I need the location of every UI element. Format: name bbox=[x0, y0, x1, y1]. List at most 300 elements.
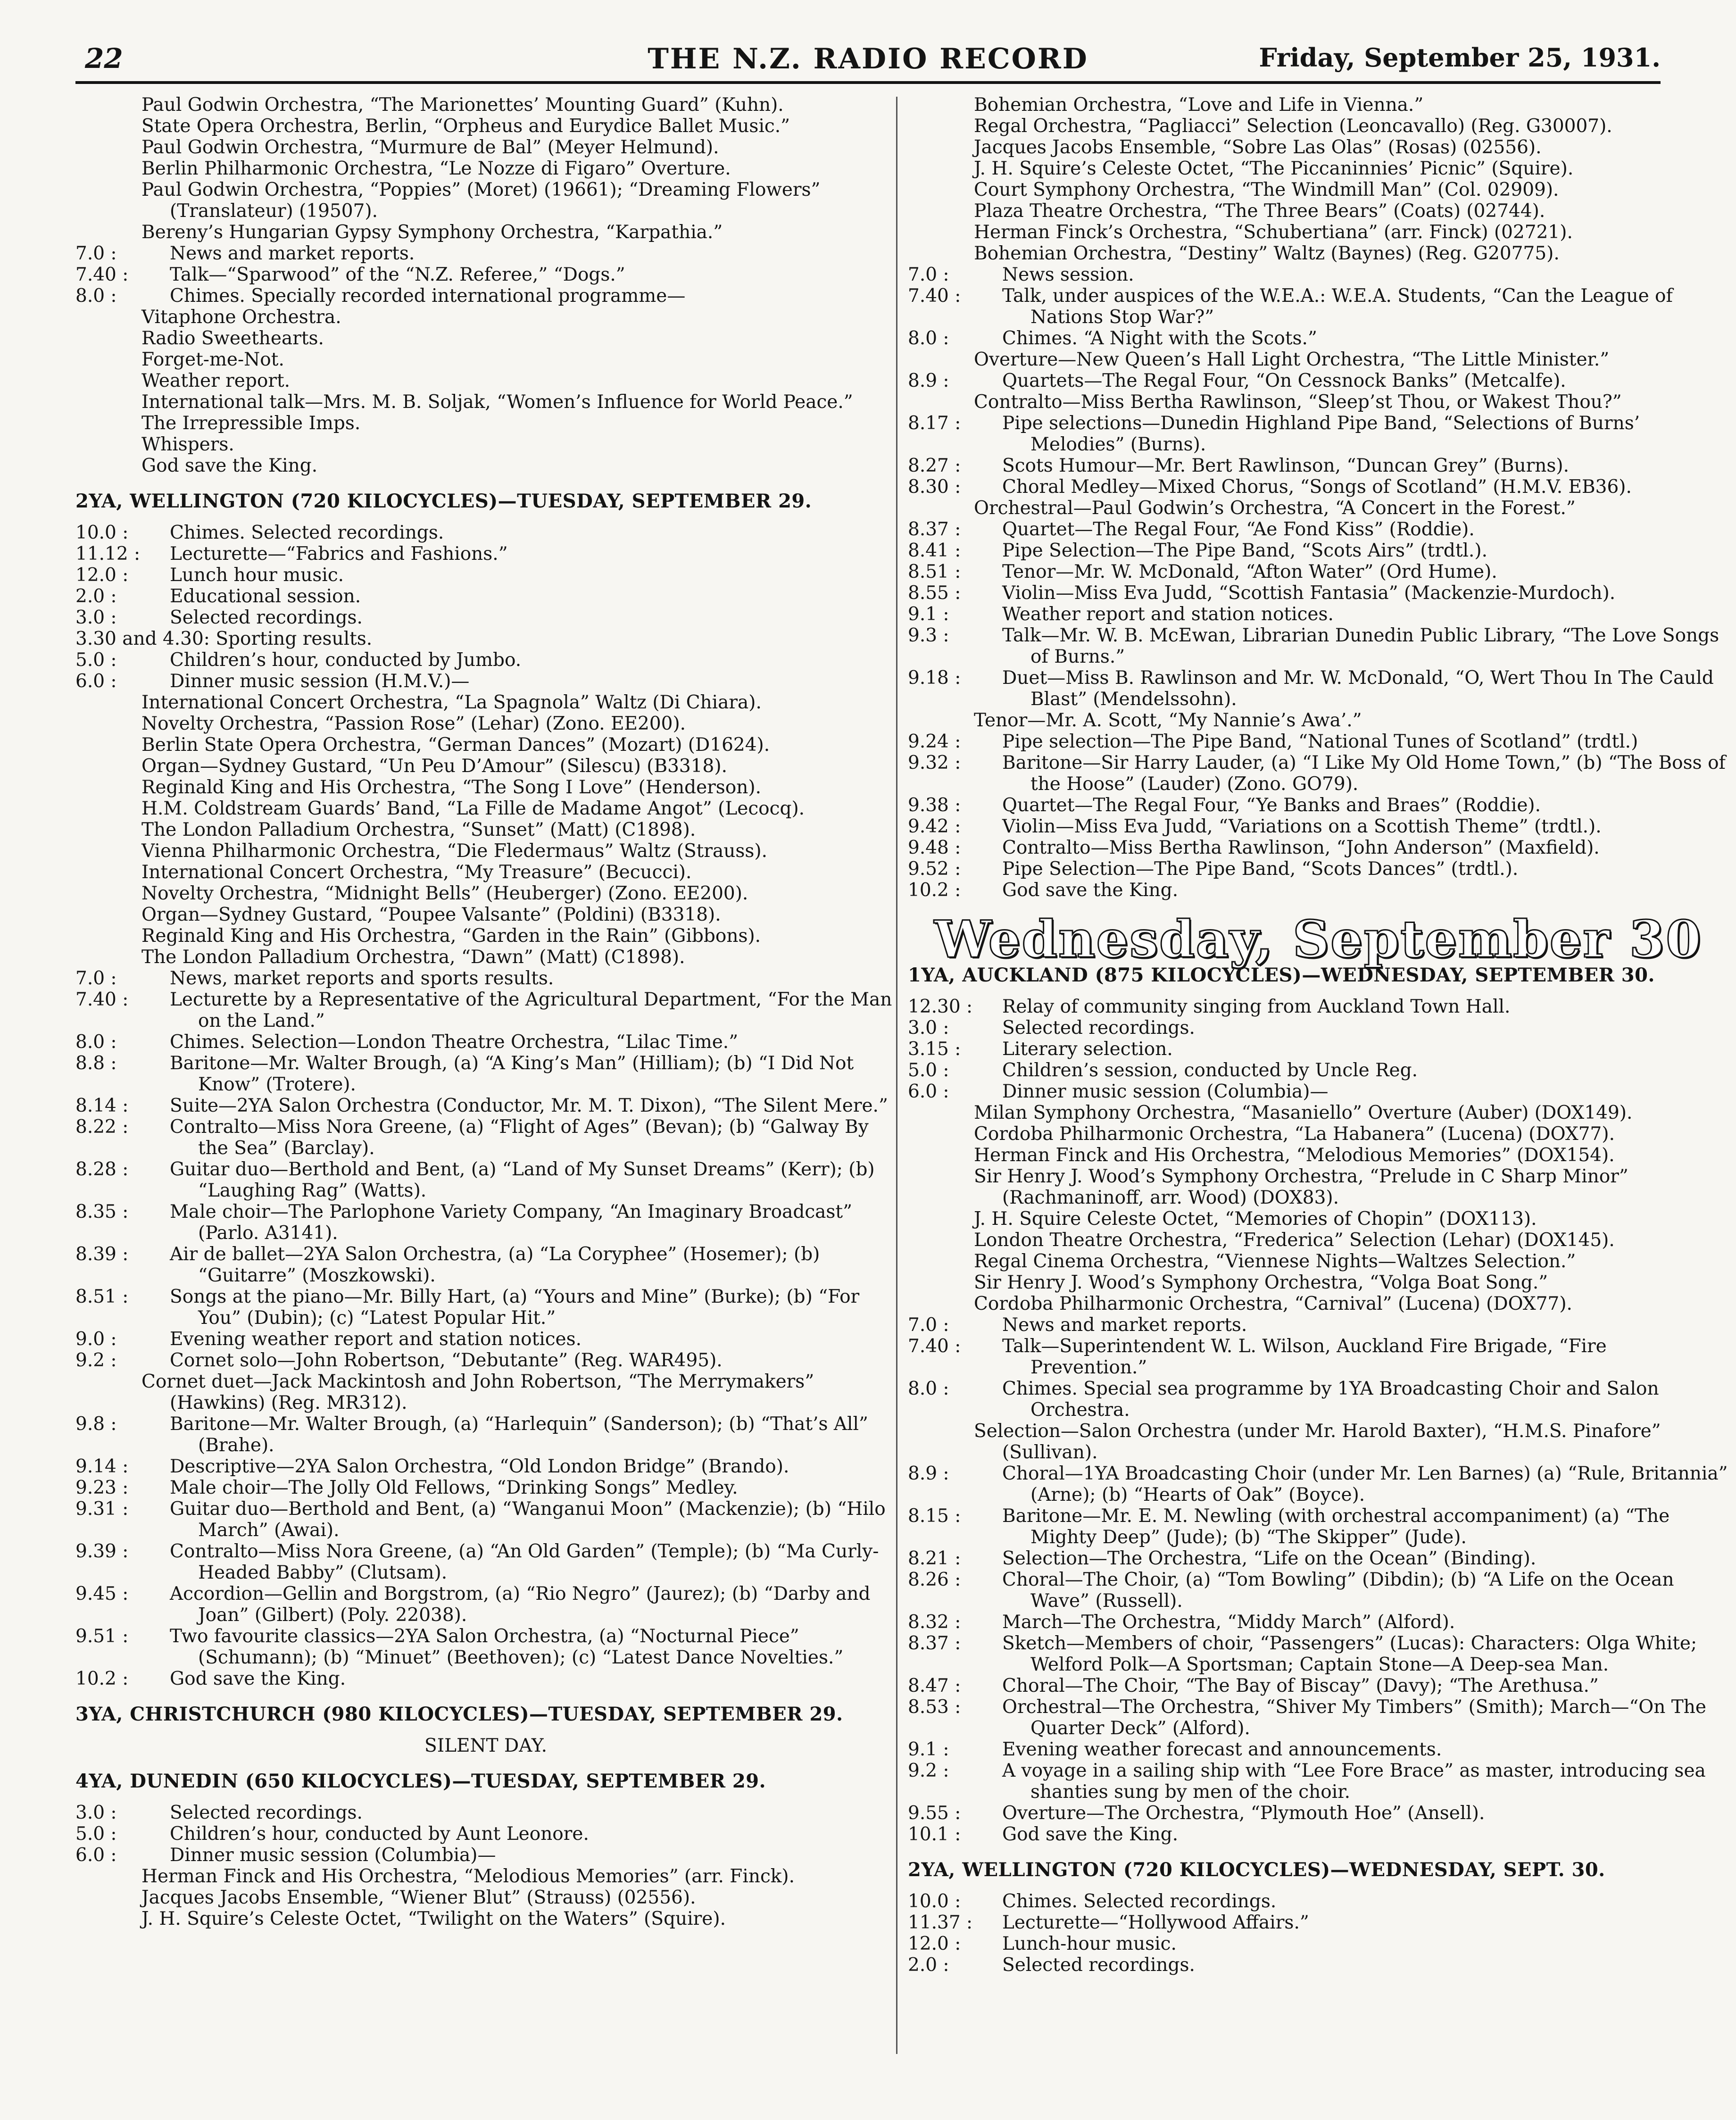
entry-text: Talk, under auspices of the W.E.A.: W.E.A. Students, “Can the League of Nations Stop War?” bbox=[1002, 285, 1673, 328]
entry-time: 9.2 : bbox=[75, 1350, 117, 1371]
entry-text: Talk—“Sparwood” of the “N.Z. Referee,” “Dogs.” bbox=[170, 264, 625, 285]
programme-entry bbox=[75, 798, 896, 819]
entry-time: 8.15 : bbox=[908, 1505, 961, 1527]
entry-text: Herman Finck and His Orchestra, “Melodious Memories” (arr. Finck). bbox=[141, 1866, 795, 1887]
entry-time: 8.51 : bbox=[75, 1286, 129, 1307]
entry-text: News and market reports. bbox=[170, 243, 415, 264]
entry-text: Dinner music session (Columbia)— bbox=[1002, 1081, 1329, 1102]
programme-entry bbox=[908, 1933, 1728, 1954]
entry-time: 8.37 : bbox=[908, 1633, 961, 1654]
entry-time: 9.1 : bbox=[908, 604, 949, 625]
entry-text: Pipe selection—The Pipe Band, “National Tunes of Scotland” (trdtl.) bbox=[1002, 731, 1638, 752]
programme-entry bbox=[75, 989, 896, 1031]
programme-entry bbox=[908, 1123, 1728, 1145]
programme-entry bbox=[908, 996, 1728, 1017]
programme-entry bbox=[75, 734, 896, 756]
entry-text: The London Palladium Orchestra, “Sunset” (Matt) (C1898). bbox=[141, 819, 696, 840]
entry-text: Orchestral—The Orchestra, “Shiver My Timbers” (Smith); March—“On The Quarter Deck” (Alford). bbox=[1002, 1696, 1706, 1739]
entry-text: Orchestral—Paul Godwin’s Orchestra, “A Concert in the Forest.” bbox=[974, 498, 1576, 519]
programme-entry bbox=[75, 116, 896, 137]
programme-entry bbox=[75, 904, 896, 925]
entry-time: 2.0 : bbox=[75, 586, 117, 607]
entry-text: Regal Orchestra, “Pagliacci” Selection (Leoncavallo) (Reg. G30007). bbox=[974, 116, 1612, 137]
entry-text: Baritone—Mr. Walter Brough, (a) “Harlequin” (Sanderson); (b) “That’s All” (Brahe). bbox=[170, 1413, 868, 1456]
programme-entry bbox=[75, 543, 896, 565]
entry-text: 3.30 and 4.30: Sporting results. bbox=[75, 628, 373, 649]
entry-time: 7.0 : bbox=[908, 1314, 949, 1336]
entry-text: Tenor—Mr. W. McDonald, “Afton Water” (Ord Hume). bbox=[1002, 561, 1497, 582]
programme-entry bbox=[75, 968, 896, 989]
entry-text: Choral—The Choir, (a) “Tom Bowling” (Dibdin); (b) “A Life on the Ocean Wave” (Russell). bbox=[1002, 1569, 1674, 1612]
programme-entry bbox=[908, 1378, 1728, 1421]
entry-time: 12.0 : bbox=[908, 1933, 961, 1954]
programme-entry bbox=[908, 1017, 1728, 1039]
entry-text: H.M. Coldstream Guards’ Band, “La Fille de Madame Angot” (Lecocq). bbox=[141, 798, 805, 819]
entry-text: Children’s session, conducted by Uncle Reg. bbox=[1002, 1060, 1418, 1081]
entry-text: Selected recordings. bbox=[170, 1802, 363, 1823]
programme-entry bbox=[908, 1230, 1728, 1251]
programme-entry bbox=[908, 561, 1728, 582]
entry-text: Organ—Sydney Gustard, “Un Peu D’Amour” (Silescu) (B3318). bbox=[141, 756, 727, 777]
programme-entry bbox=[908, 837, 1728, 858]
entry-text: Lecturette—“Hollywood Affairs.” bbox=[1002, 1912, 1309, 1933]
entry-time: 8.0 : bbox=[75, 285, 117, 307]
entry-time: 5.0 : bbox=[75, 1823, 117, 1845]
day-heading: Wednesday, September 30 bbox=[934, 910, 1702, 969]
programme-entry bbox=[908, 158, 1728, 179]
entry-text: Literary selection. bbox=[1002, 1039, 1173, 1060]
entry-time: 8.21 : bbox=[908, 1548, 961, 1569]
entry-time: 8.27 : bbox=[908, 455, 961, 476]
programme-entry bbox=[908, 1675, 1728, 1696]
programme-entry bbox=[908, 243, 1728, 264]
programme-entry bbox=[75, 222, 896, 243]
entry-time: 7.40 : bbox=[75, 264, 129, 285]
programme-entry bbox=[75, 349, 896, 370]
entry-text: Choral—The Choir, “The Bay of Biscay” (Davy); “The Arethusa.” bbox=[1002, 1675, 1599, 1696]
column-divider bbox=[896, 97, 897, 2054]
programme-entry bbox=[75, 1477, 896, 1498]
entry-text: God save the King. bbox=[1002, 1824, 1179, 1845]
entry-text: J. H. Squire’s Celeste Octet, “Twilight on the Waters” (Squire). bbox=[141, 1908, 726, 1929]
programme-entry bbox=[75, 1887, 896, 1908]
entry-text: Male choir—The Jolly Old Fellows, “Drinking Songs” Medley. bbox=[170, 1477, 738, 1498]
programme-entry bbox=[75, 307, 896, 328]
entry-time: 8.39 : bbox=[75, 1244, 129, 1265]
entry-time: 7.0 : bbox=[75, 968, 117, 989]
programme-entry bbox=[75, 1201, 896, 1244]
programme-entry bbox=[908, 1633, 1728, 1675]
programme-entry bbox=[75, 1498, 896, 1541]
programme-entry bbox=[75, 1095, 896, 1116]
entry-time: 8.0 : bbox=[908, 1378, 949, 1399]
programme-entry bbox=[908, 1696, 1728, 1739]
programme-entry bbox=[75, 862, 896, 883]
entry-time: 9.48 : bbox=[908, 837, 961, 858]
entry-text: March—The Orchestra, “Middy March” (Alford). bbox=[1002, 1612, 1455, 1633]
entry-text: Baritone—Mr. E. M. Newling (with orchestral accompaniment) (a) “The Mighty Deep” (Jude); (b) “The Skipper” (Jude). bbox=[1002, 1505, 1670, 1548]
programme-entry bbox=[75, 522, 896, 543]
programme-entry bbox=[75, 777, 896, 798]
entry-time: 8.35 : bbox=[75, 1201, 129, 1222]
entry-text: A voyage in a sailing ship with “Lee Fore Brace” as master, introducing sea shanties sung by men of the choir. bbox=[1002, 1760, 1706, 1803]
entry-time: 9.14 : bbox=[75, 1456, 129, 1477]
programme-entry bbox=[908, 731, 1728, 752]
entry-text: London Theatre Orchestra, “Frederica” Selection (Lehar) (DOX145). bbox=[974, 1230, 1615, 1251]
entry-time: 9.0 : bbox=[75, 1329, 117, 1350]
programme-entry bbox=[75, 586, 896, 607]
entry-text: Sir Henry J. Wood’s Symphony Orchestra, “Prelude in C Sharp Minor” (Rachmaninoff, arr. Wood) (DOX83). bbox=[974, 1166, 1628, 1208]
entry-time: 9.51 : bbox=[75, 1626, 129, 1647]
programme-entry bbox=[908, 625, 1728, 667]
programme-entry bbox=[908, 179, 1728, 200]
entry-text: The Irrepressible Imps. bbox=[141, 413, 361, 434]
entry-text: Suite—2YA Salon Orchestra (Conductor, Mr. M. T. Dixon), “The Silent Mere.” bbox=[170, 1095, 888, 1116]
entry-text: State Opera Orchestra, Berlin, “Orpheus and Eurydice Ballet Music.” bbox=[141, 116, 790, 137]
entry-text: Berlin State Opera Orchestra, “German Dances” (Mozart) (D1624). bbox=[141, 734, 770, 756]
entry-text: Court Symphony Orchestra, “The Windmill Man” (Col. 02909). bbox=[974, 179, 1559, 200]
entry-time: 10.0 : bbox=[908, 1891, 961, 1912]
issue-date: Friday, September 25, 1931. bbox=[1259, 42, 1661, 73]
entry-text: International talk—Mrs. M. B. Soljak, “Women’s Influence for World Peace.” bbox=[141, 391, 853, 413]
station-heading: 2YA, WELLINGTON (720 KILOCYCLES)—TUESDAY, SEPTEMBER 29. bbox=[75, 490, 812, 512]
programme-entry bbox=[75, 1541, 896, 1583]
entry-time: 8.28 : bbox=[75, 1159, 129, 1180]
programme-entry bbox=[75, 671, 896, 692]
programme-entry bbox=[75, 565, 896, 586]
programme-entry bbox=[75, 840, 896, 862]
programme-entry bbox=[75, 434, 896, 455]
page-number: 22 bbox=[85, 42, 123, 75]
entry-text: Accordion—Gellin and Borgstrom, (a) “Rio Negro” (Jaurez); (b) “Darby and Joan” (Gilbert) (Poly. 22038). bbox=[170, 1583, 871, 1626]
entry-time: 9.1 : bbox=[908, 1739, 949, 1760]
entry-text: Herman Finck’s Orchestra, “Schubertiana” (arr. Finck) (02721). bbox=[974, 222, 1573, 243]
entry-text: Talk—Mr. W. B. McEwan, Librarian Dunedin Public Library, “The Love Songs of Burns.” bbox=[1002, 625, 1719, 667]
programme-entry bbox=[908, 264, 1728, 285]
programme-entry bbox=[908, 1039, 1728, 1060]
programme-entry bbox=[908, 137, 1728, 158]
entry-text: Evening weather report and station notices. bbox=[170, 1329, 582, 1350]
programme-entry bbox=[75, 756, 896, 777]
entry-text: Whispers. bbox=[141, 434, 234, 455]
programme-entry bbox=[75, 1244, 896, 1286]
programme-entry bbox=[908, 1336, 1728, 1378]
entry-text: Dinner music session (H.M.V.)— bbox=[170, 671, 470, 692]
entry-time: 8.55 : bbox=[908, 582, 961, 604]
entry-text: Educational session. bbox=[170, 586, 361, 607]
programme-entry bbox=[75, 1350, 896, 1371]
entry-text: Lunch-hour music. bbox=[1002, 1933, 1177, 1954]
entry-text: Weather report and station notices. bbox=[1002, 604, 1334, 625]
programme-entry bbox=[75, 94, 896, 116]
programme-entry bbox=[908, 710, 1728, 731]
entry-time: 7.40 : bbox=[908, 1336, 961, 1357]
programme-entry bbox=[75, 692, 896, 713]
programme-entry bbox=[908, 1803, 1728, 1824]
programme-entry bbox=[908, 200, 1728, 222]
entry-time: 7.0 : bbox=[908, 264, 949, 285]
programme-entry bbox=[908, 1824, 1728, 1845]
entry-text: Lecturette by a Representative of the Agricultural Department, “For the Man on the Land.” bbox=[170, 989, 892, 1031]
programme-entry bbox=[908, 1569, 1728, 1612]
entry-text: Violin—Miss Eva Judd, “Variations on a Scottish Theme” (trdtl.). bbox=[1002, 816, 1602, 837]
entry-text: Berlin Philharmonic Orchestra, “Le Nozze di Figaro” Overture. bbox=[141, 158, 731, 179]
entry-text: News, market reports and sports results. bbox=[170, 968, 554, 989]
programme-entry bbox=[75, 883, 896, 904]
programme-entry bbox=[75, 1031, 896, 1053]
programme-entry bbox=[75, 413, 896, 434]
entry-text: Scots Humour—Mr. Bert Rawlinson, “Duncan Grey” (Burns). bbox=[1002, 455, 1570, 476]
programme-entry bbox=[908, 1293, 1728, 1314]
programme-entry bbox=[75, 713, 896, 734]
entry-text: Duet—Miss B. Rawlinson and Mr. W. McDonald, “O, Wert Thou In The Cauld Blast” (Mendelssohn). bbox=[1002, 667, 1714, 710]
station-heading: 4YA, DUNEDIN (650 KILOCYCLES)—TUESDAY, SEPTEMBER 29. bbox=[75, 1770, 766, 1792]
entry-time: 12.0 : bbox=[75, 565, 129, 586]
entry-text: Selected recordings. bbox=[1002, 1954, 1195, 1976]
entry-text: Baritone—Mr. Walter Brough, (a) “A King’s Man” (Hilliam); (b) “I Did Not Know” (Trotere). bbox=[170, 1053, 854, 1095]
entry-text: Selection—The Orchestra, “Life on the Ocean” (Binding). bbox=[1002, 1548, 1537, 1569]
entry-time: 12.30 : bbox=[908, 996, 973, 1017]
entry-time: 9.23 : bbox=[75, 1477, 129, 1498]
entry-time: 9.2 : bbox=[908, 1760, 949, 1781]
entry-text: Cordoba Philharmonic Orchestra, “Carnival” (Lucena) (DOX77). bbox=[974, 1293, 1572, 1314]
masthead bbox=[75, 38, 1661, 80]
entry-text: Pipe selections—Dunedin Highland Pipe Band, “Selections of Burns’ Melodies” (Burns). bbox=[1002, 413, 1640, 455]
programme-entry bbox=[908, 1060, 1728, 1081]
entry-text: Baritone—Sir Harry Lauder, (a) “I Like My Old Home Town,” (b) “The Boss of the Hoose” (Lauder) (Zono. GO79). bbox=[1002, 752, 1726, 795]
entry-text: Vitaphone Orchestra. bbox=[141, 307, 341, 328]
entry-text: International Concert Orchestra, “My Treasure” (Becucci). bbox=[141, 862, 692, 883]
entry-time: 7.40 : bbox=[75, 989, 129, 1010]
entry-text: Songs at the piano—Mr. Billy Hart, (a) “Yours and Mine” (Burke); (b) “For You” (Dubin); (c) “Latest Popular Hit.” bbox=[170, 1286, 860, 1329]
entry-text: Reginald King and His Orchestra, “Garden in the Rain” (Gibbons). bbox=[141, 925, 761, 947]
programme-entry bbox=[75, 1053, 896, 1095]
entry-time: 10.1 : bbox=[908, 1824, 961, 1845]
entry-text: Quartet—The Regal Four, “Ye Banks and Braes” (Roddie). bbox=[1002, 795, 1541, 816]
entry-text: Guitar duo—Berthold and Bent, (a) “Wanganui Moon” (Mackenzie); (b) “Hilo March” (Awai). bbox=[170, 1498, 886, 1541]
entry-text: Forget-me-Not. bbox=[141, 349, 284, 370]
entry-text: Contralto—Miss Nora Greene, (a) “An Old Garden” (Temple); (b) “Ma Curly-Headed Babby” (Clutsam). bbox=[170, 1541, 879, 1583]
entry-time: 3.0 : bbox=[75, 607, 117, 628]
entry-time: 9.38 : bbox=[908, 795, 961, 816]
programme-entry bbox=[908, 582, 1728, 604]
station-heading: 2YA, WELLINGTON (720 KILOCYCLES)—WEDNESDAY, SEPT. 30. bbox=[908, 1859, 1605, 1881]
entry-text: Children’s hour, conducted by Aunt Leonore. bbox=[170, 1823, 589, 1845]
programme-entry bbox=[908, 1208, 1728, 1230]
programme-entry bbox=[908, 1954, 1728, 1976]
entry-text: Male choir—The Parlophone Variety Company, “An Imaginary Broadcast” (Parlo. A3141). bbox=[170, 1201, 853, 1244]
entry-text: News and market reports. bbox=[1002, 1314, 1247, 1336]
entry-text: International Concert Orchestra, “La Spagnola” Waltz (Di Chiara). bbox=[141, 692, 762, 713]
entry-time: 9.31 : bbox=[75, 1498, 129, 1520]
programme-entry bbox=[908, 413, 1728, 455]
entry-time: 8.8 : bbox=[75, 1053, 117, 1074]
entry-text: Sketch—Members of choir, “Passengers” (Lucas): Characters: Olga White; Welford Polk—A Sportsman; Captain Stone—A Deep-sea Man. bbox=[1002, 1633, 1697, 1675]
programme-entry bbox=[908, 752, 1728, 795]
programme-entry bbox=[908, 1272, 1728, 1293]
programme-entry bbox=[908, 1166, 1728, 1208]
programme-entry bbox=[908, 667, 1728, 710]
programme-entry bbox=[908, 285, 1728, 328]
entry-time: 7.0 : bbox=[75, 243, 117, 264]
entry-time: 9.55 : bbox=[908, 1803, 961, 1824]
entry-time: 10.2 : bbox=[908, 880, 961, 901]
entry-time: 7.40 : bbox=[908, 285, 961, 307]
entry-text: Air de ballet—2YA Salon Orchestra, (a) “La Coryphee” (Hosemer); (b) “Guitarre” (Moszkowski). bbox=[170, 1244, 820, 1286]
entry-time: 10.0 : bbox=[75, 522, 129, 543]
entry-time: 8.9 : bbox=[908, 370, 949, 391]
entry-time: 5.0 : bbox=[75, 649, 117, 671]
programme-entry bbox=[908, 116, 1728, 137]
entry-time: 8.0 : bbox=[908, 328, 949, 349]
programme-entry bbox=[908, 1421, 1728, 1463]
entry-text: Plaza Theatre Orchestra, “The Three Bears” (Coats) (02744). bbox=[974, 200, 1545, 222]
programme-entry bbox=[75, 1116, 896, 1159]
entry-text: Selection—Salon Orchestra (under Mr. Harold Baxter), “H.M.S. Pinafore” (Sullivan). bbox=[974, 1421, 1661, 1463]
entry-text: Selected recordings. bbox=[170, 607, 363, 628]
entry-text: Chimes. Selected recordings. bbox=[1002, 1891, 1277, 1912]
entry-text: Two favourite classics—2YA Salon Orchestra, (a) “Nocturnal Piece” (Schumann); (b) “Minuet” (Beethoven); (c) “Latest Dance Novelties.” bbox=[170, 1626, 844, 1668]
entry-text: News session. bbox=[1002, 264, 1134, 285]
entry-time: 9.24 : bbox=[908, 731, 961, 752]
entry-time: 3.15 : bbox=[908, 1039, 961, 1060]
programme-entry bbox=[75, 1802, 896, 1823]
entry-text: Chimes. Selected recordings. bbox=[170, 522, 444, 543]
entry-text: Evening weather forecast and announcements. bbox=[1002, 1739, 1442, 1760]
entry-time: 9.45 : bbox=[75, 1583, 129, 1605]
entry-time: 8.9 : bbox=[908, 1463, 949, 1484]
entry-text: J. H. Squire’s Celeste Octet, “The Piccaninnies’ Picnic” (Squire). bbox=[974, 158, 1574, 179]
programme-entry bbox=[908, 858, 1728, 880]
entry-text: Bereny’s Hungarian Gypsy Symphony Orchestra, “Karpathia.” bbox=[141, 222, 723, 243]
programme-entry bbox=[908, 476, 1728, 498]
programme-entry bbox=[908, 1081, 1728, 1102]
programme-entry bbox=[75, 1286, 896, 1329]
entry-text: Herman Finck and His Orchestra, “Melodious Memories” (DOX154). bbox=[974, 1145, 1615, 1166]
publication-title: THE N.Z. RADIO RECORD bbox=[648, 42, 1088, 75]
entry-time: 9.39 : bbox=[75, 1541, 129, 1562]
programme-entry bbox=[908, 1251, 1728, 1272]
programme-entry bbox=[908, 1463, 1728, 1505]
entry-text: Cornet duet—Jack Mackintosh and John Robertson, “The Merrymakers” (Hawkins) (Reg. MR312). bbox=[141, 1371, 814, 1413]
entry-text: Talk—Superintendent W. L. Wilson, Auckland Fire Brigade, “Fire Prevention.” bbox=[1002, 1336, 1607, 1378]
programme-entry bbox=[908, 519, 1728, 540]
programme-entry bbox=[75, 391, 896, 413]
entry-time: 8.47 : bbox=[908, 1675, 961, 1696]
programme-entry bbox=[75, 819, 896, 840]
entry-text: Tenor—Mr. A. Scott, “My Nannie’s Awa’.” bbox=[974, 710, 1362, 731]
entry-text: Chimes. Selection—London Theatre Orchestra, “Lilac Time.” bbox=[170, 1031, 739, 1053]
station-heading: 3YA, CHRISTCHURCH (980 KILOCYCLES)—TUESDAY, SEPTEMBER 29. bbox=[75, 1703, 843, 1725]
entry-text: Paul Godwin Orchestra, “Murmure de Bal” (Meyer Helmund). bbox=[141, 137, 719, 158]
station-heading: 1YA, AUCKLAND (875 KILOCYCLES)—WEDNESDAY, SEPTEMBER 30. bbox=[908, 964, 1655, 986]
entry-text: Reginald King and His Orchestra, “The Song I Love” (Henderson). bbox=[141, 777, 762, 798]
programme-entry bbox=[75, 1823, 896, 1845]
programme-entry bbox=[75, 179, 896, 222]
programme-entry bbox=[908, 604, 1728, 625]
entry-text: Relay of community singing from Auckland Town Hall. bbox=[1002, 996, 1511, 1017]
entry-text: Jacques Jacobs Ensemble, “Sobre Las Olas” (Rosas) (02556). bbox=[974, 137, 1542, 158]
programme-entry bbox=[75, 243, 896, 264]
programme-entry bbox=[908, 328, 1728, 349]
entry-time: 6.0 : bbox=[908, 1081, 949, 1102]
entry-text: Bohemian Orchestra, “Love and Life in Vienna.” bbox=[974, 94, 1424, 116]
programme-entry bbox=[908, 1760, 1728, 1803]
entry-time: 8.53 : bbox=[908, 1696, 961, 1718]
entry-text: Overture—New Queen’s Hall Light Orchestra, “The Little Minister.” bbox=[974, 349, 1610, 370]
entry-text: Vienna Philharmonic Orchestra, “Die Fledermaus” Waltz (Strauss). bbox=[141, 840, 768, 862]
entry-text: God save the King. bbox=[1002, 880, 1179, 901]
entry-time: 6.0 : bbox=[75, 1845, 117, 1866]
entry-time: 8.37 : bbox=[908, 519, 961, 540]
programme-entry bbox=[908, 1548, 1728, 1569]
entry-text: Chimes. Specially recorded international programme— bbox=[170, 285, 686, 307]
programme-entry bbox=[75, 628, 896, 649]
entry-time: 8.51 : bbox=[908, 561, 961, 582]
programme-entry bbox=[908, 349, 1728, 370]
entry-text: Jacques Jacobs Ensemble, “Wiener Blut” (Strauss) (02556). bbox=[141, 1887, 696, 1908]
programme-entry bbox=[75, 328, 896, 349]
entry-time: 9.8 : bbox=[75, 1413, 117, 1435]
programme-entry bbox=[908, 370, 1728, 391]
entry-time: 8.0 : bbox=[75, 1031, 117, 1053]
programme-entry bbox=[75, 1845, 896, 1866]
entry-text: Sir Henry J. Wood’s Symphony Orchestra, “Volga Boat Song.” bbox=[974, 1272, 1548, 1293]
entry-text: Children’s hour, conducted by Jumbo. bbox=[170, 649, 522, 671]
programme-entry bbox=[75, 947, 896, 968]
entry-time: 8.14 : bbox=[75, 1095, 129, 1116]
programme-entry bbox=[75, 1159, 896, 1201]
entry-text: Radio Sweethearts. bbox=[141, 328, 324, 349]
entry-time: 9.3 : bbox=[908, 625, 949, 646]
programme-entry bbox=[75, 1866, 896, 1887]
programme-entry bbox=[75, 158, 896, 179]
right-column bbox=[908, 94, 1728, 1976]
entry-time: 9.18 : bbox=[908, 667, 961, 689]
programme-entry bbox=[908, 880, 1728, 901]
entry-text: Weather report. bbox=[141, 370, 291, 391]
programme-entry bbox=[75, 1456, 896, 1477]
entry-text: Choral—1YA Broadcasting Choir (under Mr. Len Barnes) (a) “Rule, Britannia” (Arne); (b) “Hearts of Oak” (Boyce). bbox=[1002, 1463, 1728, 1505]
entry-text: Violin—Miss Eva Judd, “Scottish Fantasia” (Mackenzie-Murdoch). bbox=[1002, 582, 1616, 604]
programme-entry bbox=[908, 1739, 1728, 1760]
programme-entry bbox=[908, 222, 1728, 243]
entry-text: Bohemian Orchestra, “Destiny” Waltz (Baynes) (Reg. G20775). bbox=[974, 243, 1560, 264]
entry-time: 9.32 : bbox=[908, 752, 961, 773]
entry-text: Paul Godwin Orchestra, “The Marionettes’ Mounting Guard” (Kuhn). bbox=[141, 94, 784, 116]
entry-text: Lecturette—“Fabrics and Fashions.” bbox=[170, 543, 508, 565]
entry-time: 3.0 : bbox=[908, 1017, 949, 1039]
section-note: SILENT DAY. bbox=[424, 1735, 547, 1756]
entry-time: 8.22 : bbox=[75, 1116, 129, 1138]
programme-entry bbox=[908, 498, 1728, 519]
entry-text: God save the King. bbox=[141, 455, 318, 476]
entry-time: 2.0 : bbox=[908, 1954, 949, 1976]
programme-entry bbox=[75, 455, 896, 476]
programme-entry bbox=[908, 1912, 1728, 1933]
entry-text: Organ—Sydney Gustard, “Poupee Valsante” (Poldini) (B3318). bbox=[141, 904, 721, 925]
entry-time: 11.12 : bbox=[75, 543, 141, 565]
entry-text: Novelty Orchestra, “Passion Rose” (Lehar) (Zono. EE200). bbox=[141, 713, 686, 734]
entry-time: 8.30 : bbox=[908, 476, 961, 498]
programme-entry bbox=[908, 1891, 1728, 1912]
entry-text: Chimes. “A Night with the Scots.” bbox=[1002, 328, 1317, 349]
entry-time: 8.17 : bbox=[908, 413, 961, 434]
programme-entry bbox=[75, 649, 896, 671]
entry-time: 9.42 : bbox=[908, 816, 961, 837]
programme-entry bbox=[908, 94, 1728, 116]
programme-entry bbox=[908, 1145, 1728, 1166]
